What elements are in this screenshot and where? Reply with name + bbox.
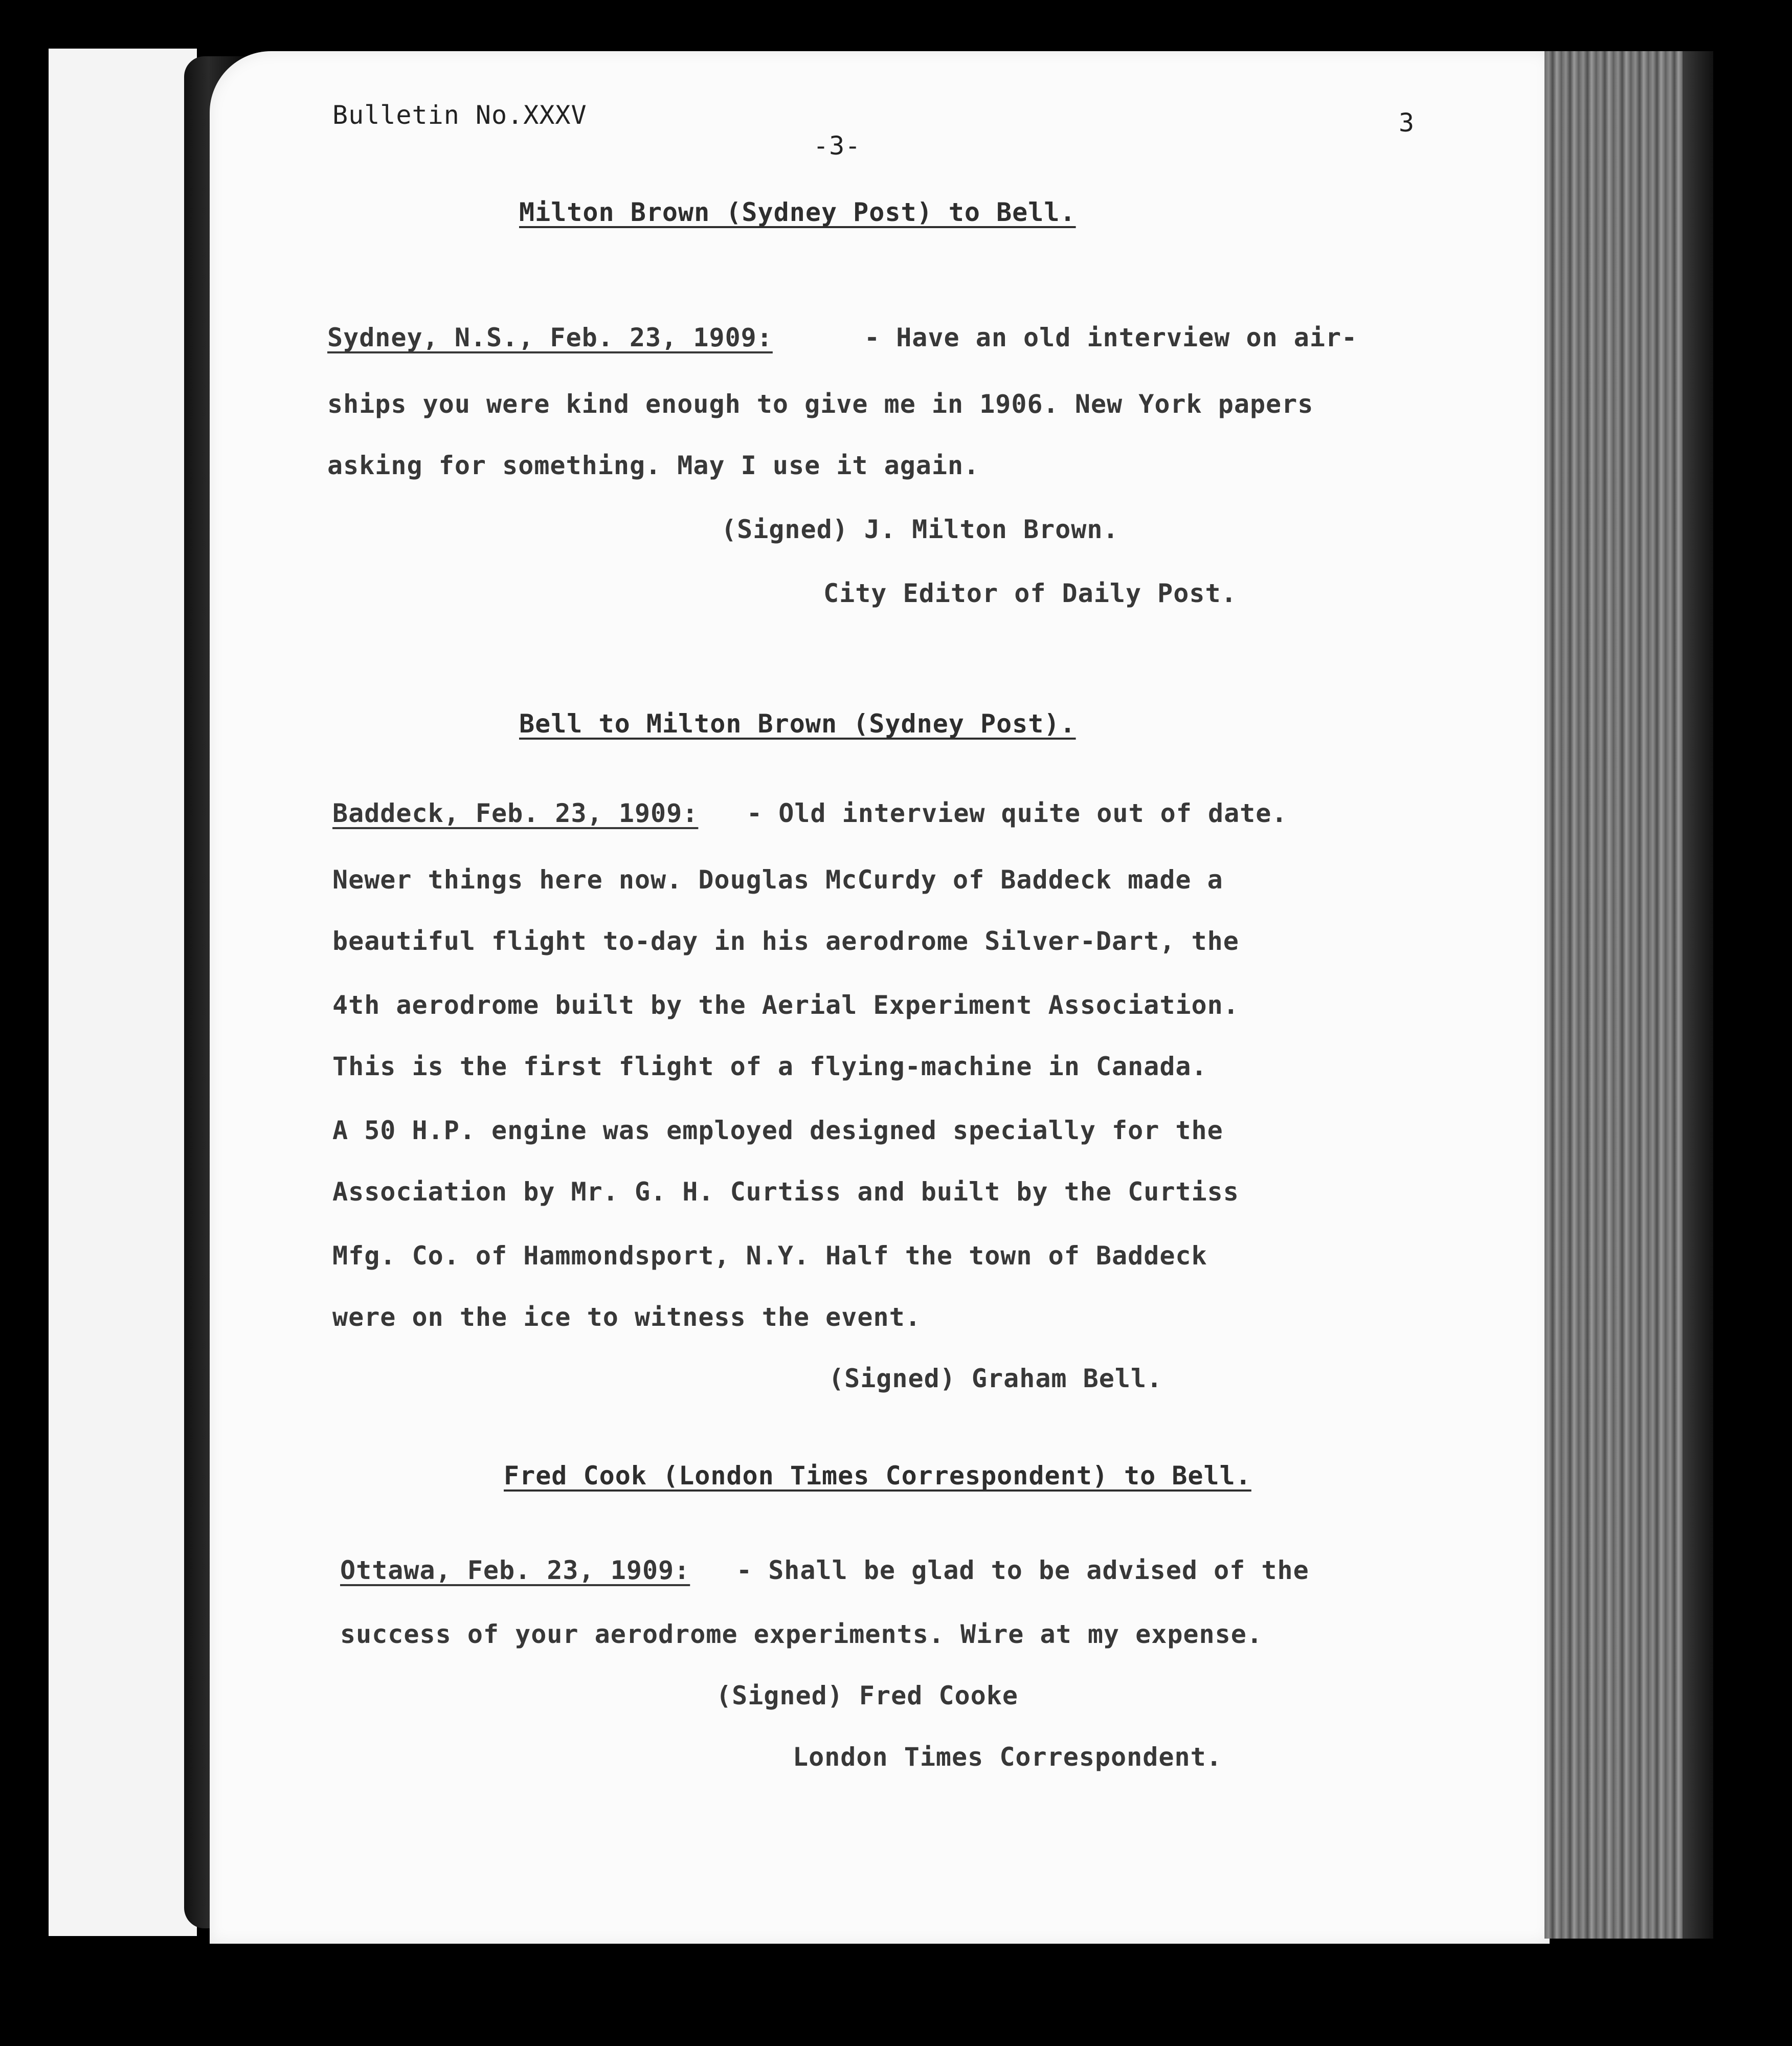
- facing-page-strip: [49, 49, 197, 1936]
- body-line: Mfg. Co. of Hammondsport, N.Y. Half the town of Baddeck: [332, 1241, 1207, 1271]
- body-line: beautiful flight to-day in his aerodrome Silver-Dart, the: [332, 926, 1239, 956]
- body-line: success of your aerodrome experiments. Wire at my expense.: [340, 1619, 1263, 1649]
- signature-line: London Times Correspondent.: [793, 1742, 1222, 1772]
- section-heading-1: Milton Brown (Sydney Post) to Bell.: [519, 197, 1076, 227]
- bulletin-label: Bulletin No.XXXV: [332, 100, 587, 130]
- body-line: asking for something. May I use it again.: [327, 451, 980, 480]
- body-line: 4th aerodrome built by the Aerial Experiment Association.: [332, 990, 1239, 1020]
- signature-line: (Signed) Graham Bell.: [828, 1364, 1163, 1393]
- signature-line: City Editor of Daily Post.: [823, 579, 1237, 608]
- body-line: ships you were kind enough to give me in 1906. New York papers: [327, 389, 1314, 419]
- signature-line: (Signed) J. Milton Brown.: [721, 515, 1119, 544]
- body-line: This is the first flight of a flying-machine in Canada.: [332, 1052, 1207, 1081]
- section-heading-2: Bell to Milton Brown (Sydney Post).: [519, 709, 1076, 739]
- center-page-marker: -3-: [813, 131, 861, 161]
- dateline-3: Ottawa, Feb. 23, 1909:: [340, 1555, 690, 1585]
- body-line: Newer things here now. Douglas McCurdy of Baddeck made a: [332, 865, 1223, 895]
- body-line: - Have an old interview on air-: [864, 323, 1358, 352]
- body-line: A 50 H.P. engine was employed designed specially for the: [332, 1116, 1223, 1145]
- dateline-2: Baddeck, Feb. 23, 1909:: [332, 798, 699, 828]
- page-edges: [1544, 51, 1713, 1939]
- section-heading-3: Fred Cook (London Times Correspondent) to Bell.: [504, 1461, 1251, 1491]
- signature-line: (Signed) Fred Cooke: [716, 1681, 1018, 1710]
- body-line: Association by Mr. G. H. Curtiss and built by the Curtiss: [332, 1177, 1239, 1207]
- body-line: - Shall be glad to be advised of the: [736, 1555, 1309, 1585]
- body-line: were on the ice to witness the event.: [332, 1302, 921, 1332]
- body-line: - Old interview quite out of date.: [747, 798, 1288, 828]
- page-number: 3: [1399, 108, 1415, 138]
- dateline-1: Sydney, N.S., Feb. 23, 1909:: [327, 323, 773, 352]
